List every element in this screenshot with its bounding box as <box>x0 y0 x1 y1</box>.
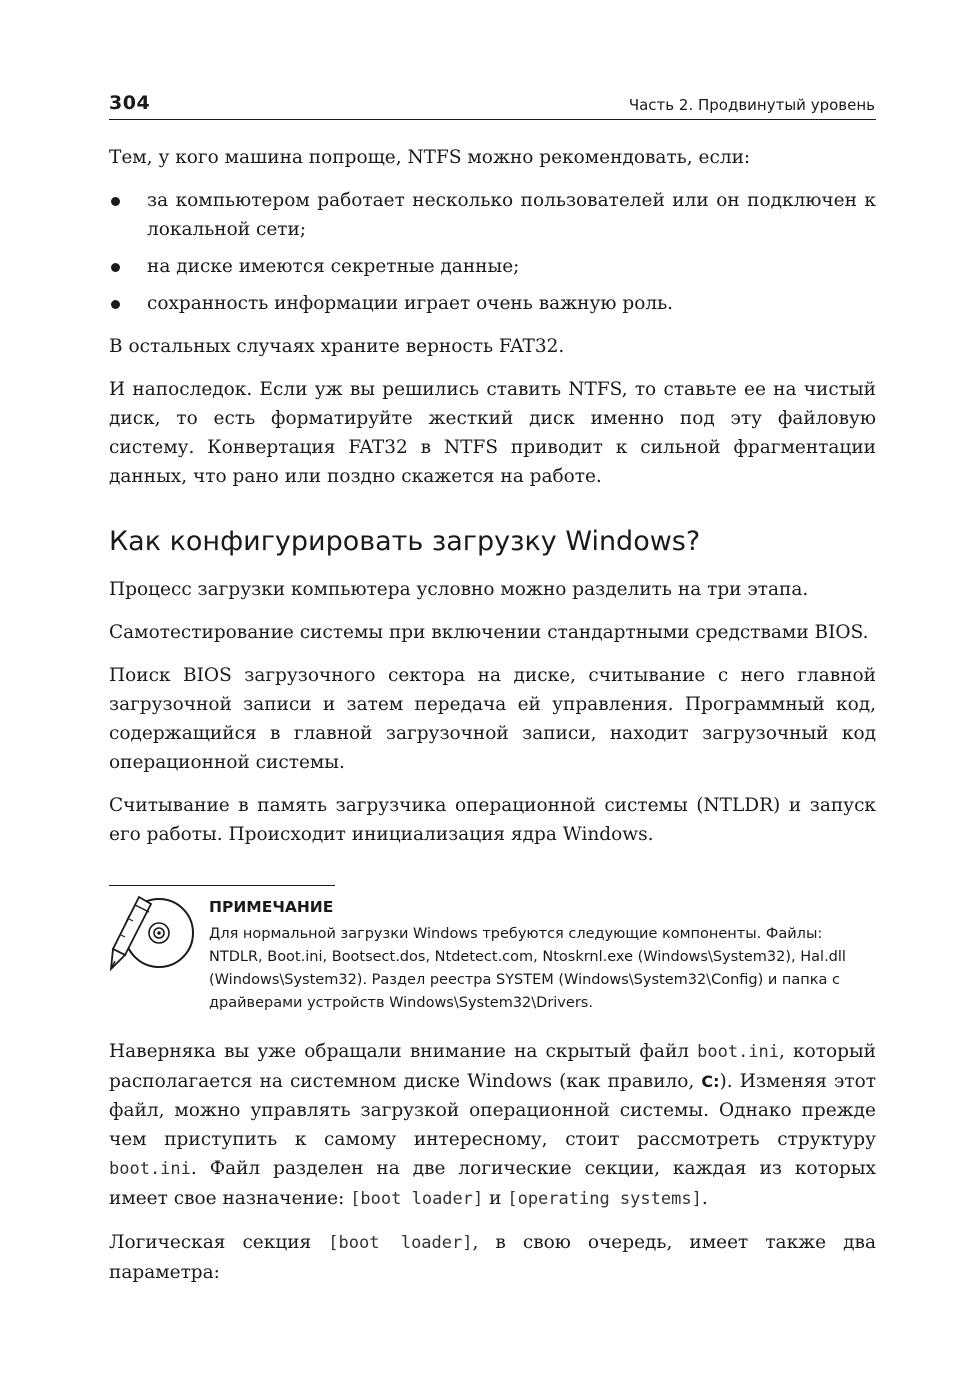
boot-sector-paragraph: Поиск BIOS загрузочного сектора на диске, считывание с него главной загрузочной записи и затем передача ей управления. Программный код, содержащийся в главной загрузочной записи, находит загрузочный код операционной системы. <box>109 665 876 773</box>
code-boot-loader: [boot loader] <box>328 1233 473 1253</box>
drive-letter: C: <box>701 1072 720 1091</box>
page-number: 304 <box>109 92 151 114</box>
text-run: , в свою очередь, имеет также два параметра: <box>109 1232 876 1283</box>
list-item: на диске имеются секретные данные; <box>109 252 876 281</box>
code-boot-ini: boot.ini <box>109 1159 191 1179</box>
boot-stages-paragraph: Процесс загрузки компьютера условно можно разделить на три этапа. <box>109 579 809 600</box>
boot-ini-paragraph <box>109 1037 876 1214</box>
text-run: , который располагается на системном диске Windows (как правило, <box>109 1041 876 1092</box>
text-run: и <box>483 1188 508 1209</box>
code-boot-loader: [boot loader] <box>350 1189 484 1209</box>
running-header: Часть 2. Продвинутый уровень <box>628 96 875 114</box>
finally-paragraph: И напоследок. Если уж вы решились ставить NTFS, то ставьте ее на чистый диск, то есть форматируйте жесткий диск именно под эту файловую систему. Конвертация FAT32 в NTFS приводит к сильной фрагментации данных, что рано или поздно скажется на работе. <box>109 379 876 487</box>
list-item: сохранность информации играет очень важную роль. <box>109 289 876 318</box>
note-body <box>209 895 876 1015</box>
note-title: ПРИМЕЧАНИЕ <box>209 898 334 916</box>
text-run: . Файл разделен на две логические секции, каждая из которых имеет свое назначение: <box>109 1158 876 1209</box>
bullet-list <box>109 186 876 318</box>
pencil-cd-icon <box>109 895 209 1015</box>
list-item: за компьютером работает несколько пользователей или он подключен к локальной сети; <box>109 186 876 244</box>
text-run: ). Изменяя этот файл, можно управлять загрузкой операционной системы. Однако прежде чем приступить к самому интересному, стоит рассмотреть структуру <box>109 1071 877 1150</box>
intro-paragraph: Тем, у кого машина попроще, NTFS можно рекомендовать, если: <box>109 147 751 168</box>
code-boot-ini: boot.ini <box>697 1042 780 1062</box>
text-run: Логическая секция <box>109 1232 329 1253</box>
text-run: Наверняка вы уже обращали внимание на скрытый файл <box>109 1041 698 1062</box>
text-run: . <box>701 1188 708 1209</box>
note-box <box>109 885 876 1015</box>
header-rule <box>109 119 876 120</box>
page-content <box>109 143 876 1301</box>
fat32-paragraph: В остальных случаях храните верность FAT32. <box>109 336 565 357</box>
note-text: Для нормальной загрузки Windows требуются следующие компоненты. Файлы: NTDLR, Boot.ini, Bootsect.dos, Ntdetect.com, Ntoskrnl.exe (Windows\System32), Hal.dll (Windows\System32). Раздел реестра SYSTEM (Windows\System32\Config) и папка с драйверами устройств Windows\System32\Drivers. <box>209 926 846 1011</box>
boot-loader-paragraph <box>109 1228 876 1287</box>
bios-selftest-paragraph: Самотестирование системы при включении стандартными средствами BIOS. <box>109 622 869 643</box>
section-heading: Как конфигурировать загрузку Windows? <box>109 526 701 557</box>
note-rule <box>109 885 335 886</box>
code-operating-systems: [operating systems] <box>507 1189 702 1209</box>
ntldr-paragraph: Считывание в память загрузчика операционной системы (NTLDR) и запуск его работы. Происходит инициализация ядра Windows. <box>109 795 876 845</box>
